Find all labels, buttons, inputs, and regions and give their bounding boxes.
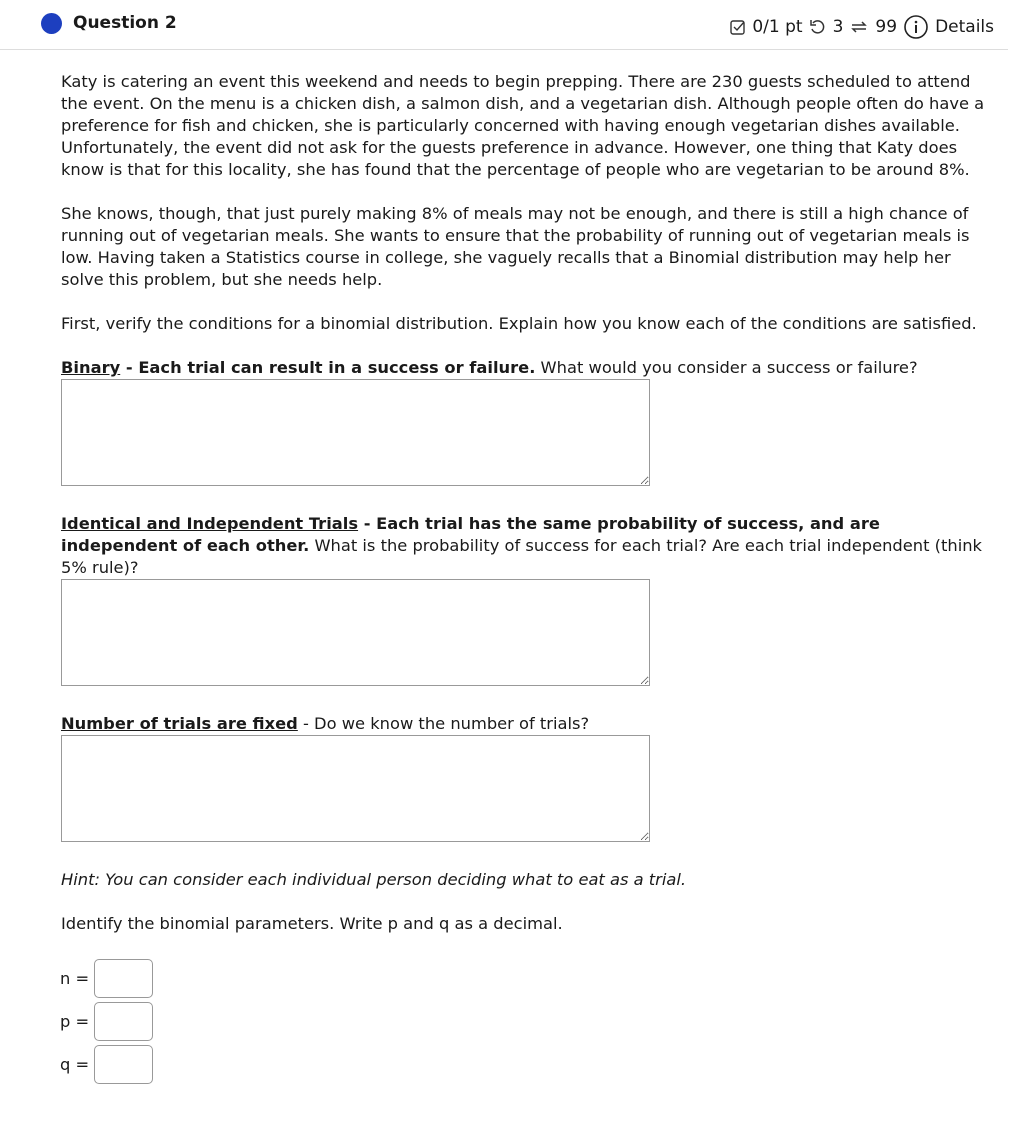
identify-text: Identify the binomial parameters. Write p and q as a decimal. [61,914,563,933]
n-input[interactable] [94,959,153,998]
question-body [61,71,996,1086]
score: 0/1 pt [752,17,803,37]
context-paragraph: She knows, though, that just purely making 8% of meals may not be enough, and there is still a high chance of running out of vegetarian meals. She wants to ensure that the probability of running out of vegetarian meals is low. Having taken a Statistics course in college, she vaguely recalls that a Binomial distribution may help her solve this problem, but she needs help. [61,204,970,289]
binary-answer[interactable] [61,379,650,486]
binary-condition: - Each trial can result in a success or failure. [120,358,536,377]
q-row [60,1043,996,1086]
n-label: n = [60,968,90,988]
q-input[interactable] [94,1045,153,1084]
intro-paragraph: Katy is catering an event this weekend and needs to begin prepping. There are 230 guests scheduled to attend the event. On the menu is a chicken dish, a salmon dish, and a vegetarian dish. Although people often do have a preference for fish and chicken, she is particularly concerned with having enough vegetarian dishes available. Unfortunately, the event did not ask for the guests preference in advance. However, one thing that Katy does know is that for this locality, she has found that the percentage of people who are vegetarian to be around 8%. [61,72,985,179]
info-icon[interactable] [903,14,929,40]
binary-prompt [61,357,996,379]
identical-condition: - Each trial has the same probability of success, and are independent of each other. [61,514,880,555]
hint-text: Hint: You can consider each individual person deciding what to eat as a trial. [61,870,687,889]
retry-icon [809,18,827,36]
p-row [60,1000,996,1043]
checkbox-icon [730,19,746,35]
number-title: Number of trials are fixed [61,714,298,733]
number-prompt [61,713,996,735]
p-input[interactable] [94,1002,153,1041]
number-question: - Do we know the number of trials? [297,714,590,733]
n-row [60,957,996,1000]
instructions-paragraph: First, verify the conditions for a binomial distribution. Explain how you know each of the conditions are satisfied. [61,314,977,333]
question-status-dot [41,13,62,34]
identical-answer[interactable] [61,579,650,686]
parameter-inputs [61,957,996,1086]
q-label: q = [60,1054,90,1074]
details-link[interactable]: Details [935,17,994,37]
p-label: p = [60,1011,90,1031]
identical-prompt [61,513,996,579]
attempts-count: 99 [875,17,898,37]
binary-title: Binary [61,358,121,377]
attempts-icon [849,18,869,36]
number-answer[interactable] [61,735,650,842]
question-meta [730,14,994,40]
question-header [0,0,1008,50]
identical-question: What is the probability of success for each trial? Are each trial independent (think 5% rule)? [61,536,982,577]
retries-count: 3 [832,17,844,37]
binary-question: What would you consider a success or failure? [535,358,918,377]
question-title: Question 2 [73,13,177,33]
identical-title: Identical and Independent Trials [61,514,359,533]
